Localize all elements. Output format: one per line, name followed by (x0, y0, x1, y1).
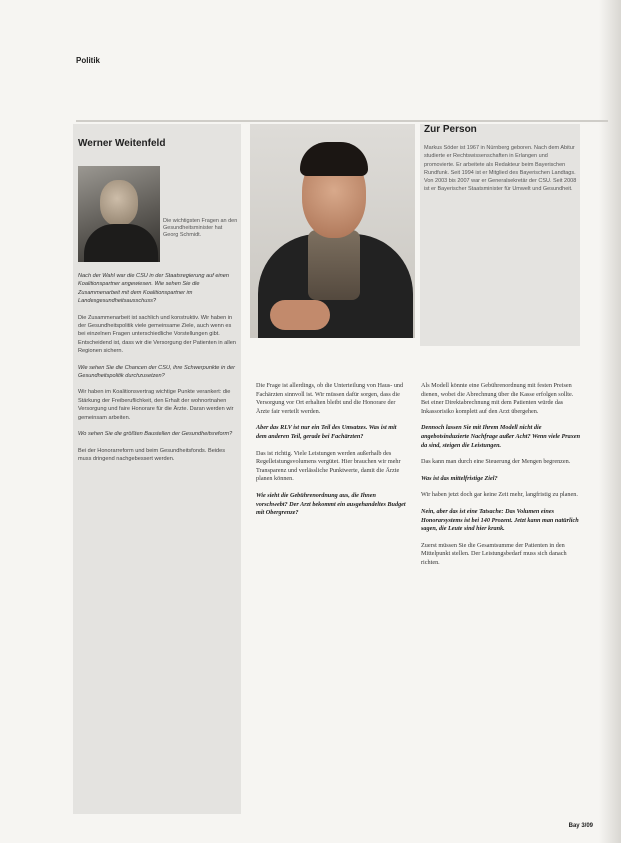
interview-answer: Wir haben jetzt doch gar keine Zeit mehr, langfristig zu planen. (421, 491, 578, 499)
article-column-1 (256, 382, 408, 526)
zur-person-box (420, 124, 580, 346)
interview-sidebar (73, 124, 241, 814)
interview-answer: Das kann man durch eine Steuerung der Mengen begrenzen. (421, 458, 571, 466)
sidebar-portrait-photo-icon (78, 166, 160, 262)
interview-question: Aber das RLV ist nur ein Teil des Umsatzes. Was ist mit dem anderen Teil, gerade bei Fachärzten? (256, 424, 397, 440)
page-number: Bay 3/09 (568, 823, 593, 829)
interview-question: Wie sehen Sie die Chancen der CSU, ihre Schwerpunkte in der Gesundheitspolitik durchzusetzen? (78, 364, 235, 380)
sidebar-photo-caption: Die wichtigsten Fragen an den Gesundheitsminister hat Georg Schmidt. (163, 218, 238, 238)
interview-question: Wie sieht die Gebührenordnung aus, die Ihnen vorschwebt? Der Arzt bekommt ein ausgehandeltes Budget mit Obergrenze? (256, 491, 406, 517)
interview-answer: Wir haben im Koalitionsvertrag wichtige Punkte verankert: die Stärkung der Freiberuflichkeit, den Erhalt der wohnortnahen Versorgung und faire Honorare für die Ärzte. Daran werden wir gemeinsam arbeiten. (78, 389, 234, 421)
sidebar-body (78, 272, 238, 471)
interview-answer: Das ist richtig. Viele Leistungen werden außerhalb des Regelleistungsvolumens vergütet. Hier brauchen wir mehr Transparenz und verlässliche Punktwerte, damit die Ärzte planen können. (256, 449, 401, 483)
zur-person-text: Markus Söder ist 1967 in Nürnberg geboren. Nach dem Abitur studierte er Rechtswissenschaften in Erlangen und promovierte. Er arbeitete als Redakteur beim Bayerischen Rundfunk. Seit 1994 ist er Mitglied des Bayerischen Landtags. Von 2003 bis 2007 war er Generalsekretär der CSU. Seit 2008 ist er Bayerischer Staatsminister für Umwelt und Gesundheit. (424, 145, 577, 193)
section-label: Politik (76, 56, 101, 65)
zur-person-title: Zur Person (424, 124, 477, 135)
interview-answer: Bei der Honorarreform und beim Gesundheitsfonds. Beides muss dringend nachgebessert werden. (78, 447, 226, 462)
page-gutter (599, 0, 621, 843)
article-column-2 (421, 382, 581, 576)
interview-question: Wo sehen Sie die größten Baustellen der Gesundheitsreform? (78, 431, 233, 438)
interview-question: Nach der Wahl war die CSU in der Staatsregierung auf einen Koalitionspartner angewiesen. Wie sehen Sie die Zusammenarbeit mit dem Koalitionspartner im Landesgesundheitsausschuss? (78, 273, 230, 305)
main-portrait-photo-icon (250, 124, 415, 338)
interview-answer: Die Zusammenarbeit ist sachlich und konstruktiv. Wir haben in der Gesundheitspolitik viele gemeinsame Ziele, auch wenn es bei einzelnen Fragen unterschiedliche Vorstellungen gibt. Entscheidend ist, dass wir die Versorgung der Patienten in allen Regionen sichern. (78, 314, 236, 355)
interview-answer: Als Modell könnte eine Gebührenordnung mit festen Preisen dienen, wobei die Abrechnung über die Kasse erfolgen sollte. Bei einer Direktabrechnung mit dem Patienten würde das Inkassorisiko komplett auf den Arzt übergehen. (421, 382, 574, 415)
divider (76, 120, 608, 122)
interview-question: Dennoch lassen Sie mit Ihrem Modell nicht die angebotsinduzierte Nachfrage außer Acht? Wenn viele Praxen da sind, steigen die Leistungen. (421, 424, 581, 449)
interview-question: Was ist das mittelfristige Ziel? (421, 474, 498, 482)
sidebar-title: Werner Weitenfeld (78, 138, 166, 149)
interview-question: Nein, aber das ist eine Tatsache: Das Volumen eines Honorarsystems ist bei 140 Prozent. Jetzt kann man natürlich sagen, die Leute sind hier krank. (421, 507, 579, 533)
interview-answer: Die Frage ist allerdings, ob die Unterteilung von Haus- und Fachärzten sinnvoll ist. Wir müssen dafür sorgen, dass die Versorgung vor Ort erhalten bleibt und die Honorare der Ärzte fair verteilt werden. (256, 382, 404, 415)
interview-answer: Zuerst müssen Sie die Gesamtsumme der Patienten in den Mittelpunkt stellen. Der Leistungsbedarf muss sich danach richten. (421, 541, 567, 566)
